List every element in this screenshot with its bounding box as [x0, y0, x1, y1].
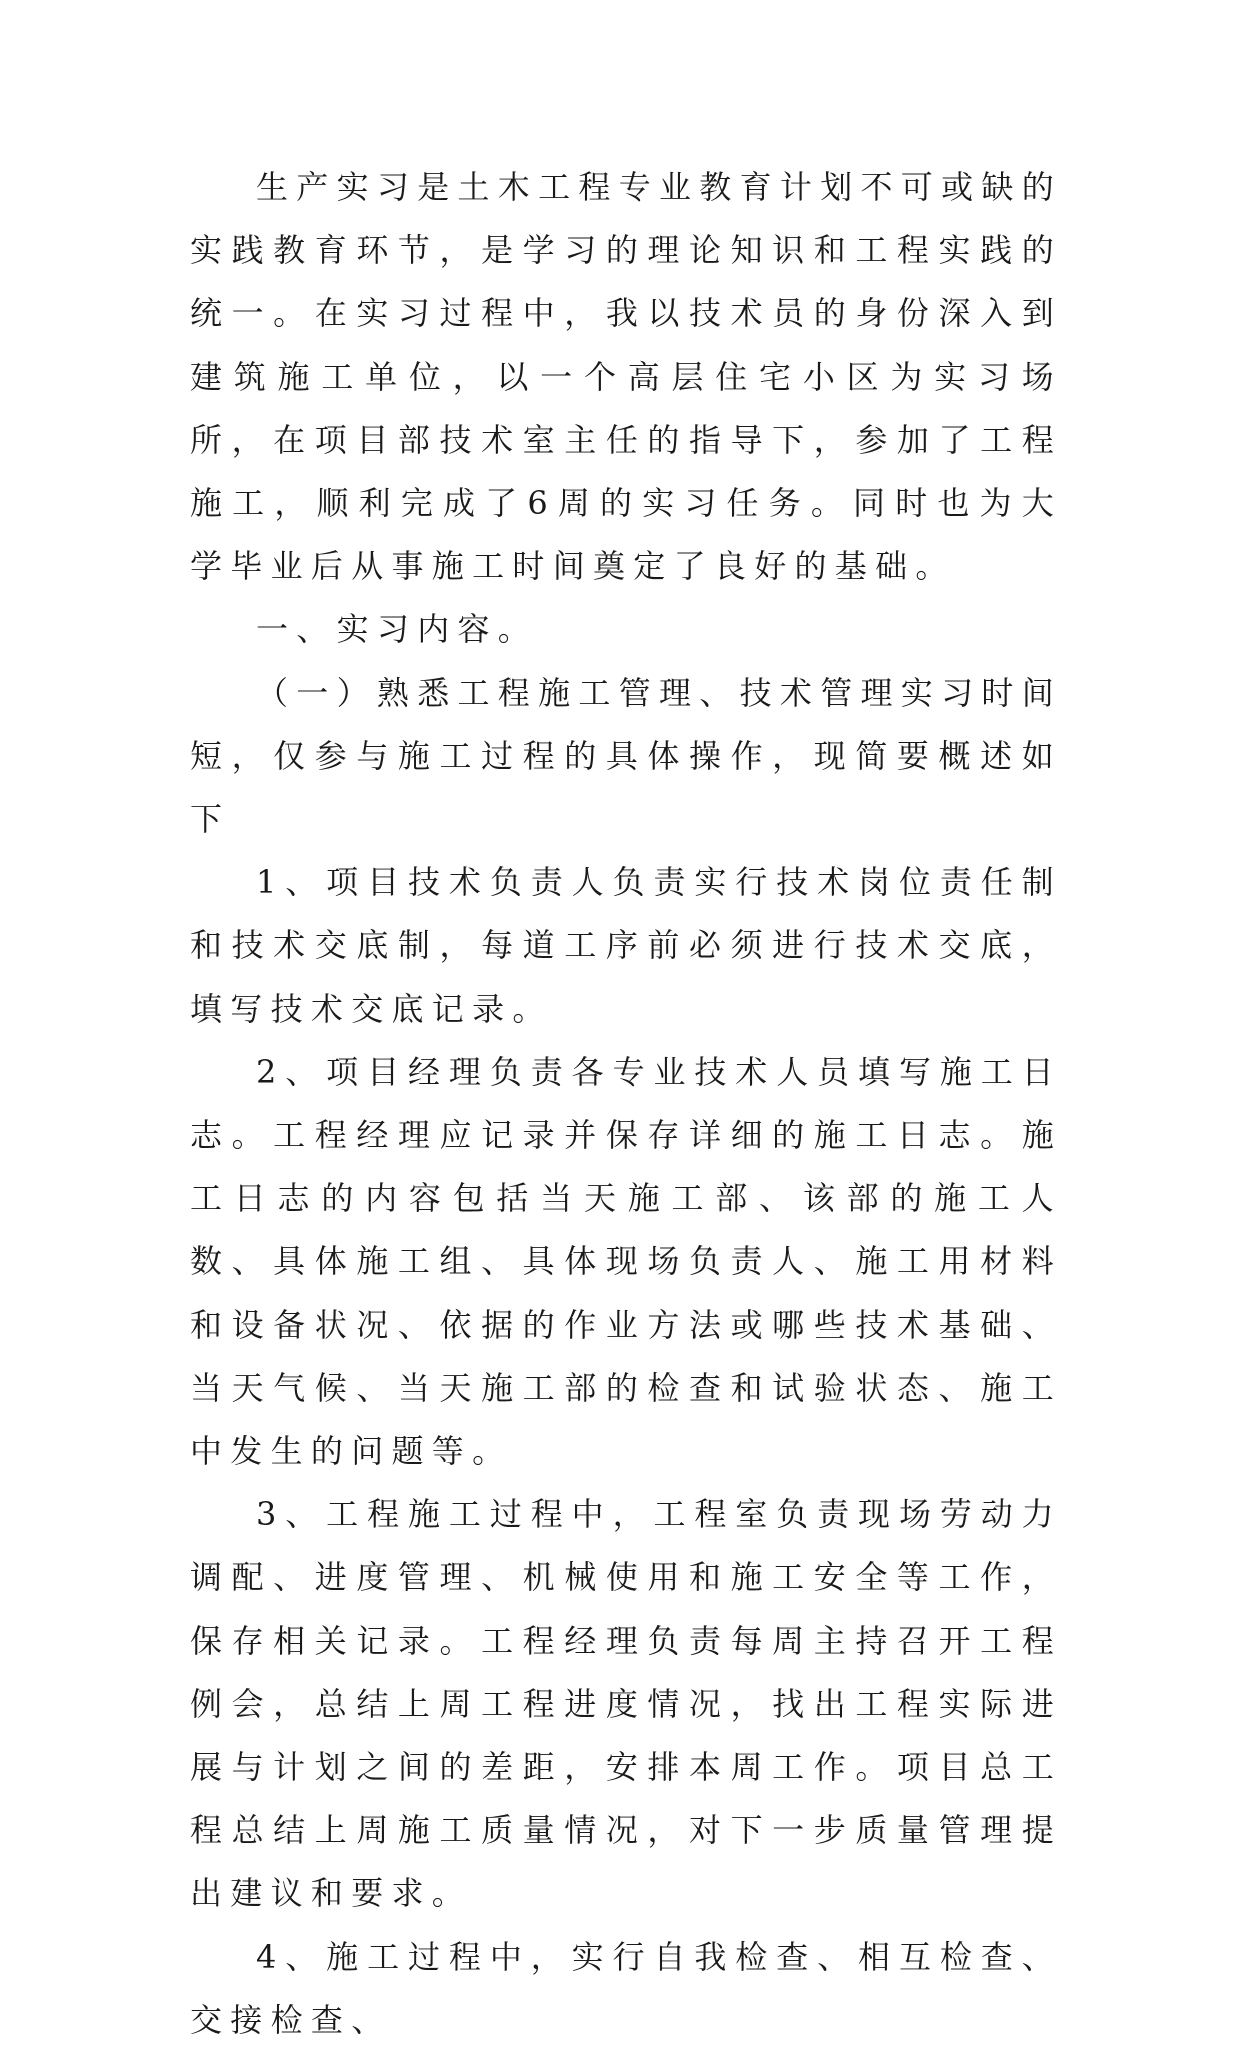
list-item: 4、施工过程中，实行自我检查、相互检查、交接检查、 [190, 1937, 1062, 2039]
list-item: 2、项目经理负责各专业技术人员填写施工日志。工程经理应记录并保存详细的施工日志。施工日志的内容包括当天施工部、该部的施工人数、具体施工组、具体现场负责人、施工用材料和设备状况、依据的作业方法或哪些技术基础、当天气候、当天施工部的检查和试验状态、施工中发生的问题等。 [190, 1052, 1062, 1471]
list-item: 3、工程施工过程中，工程室负责现场劳动力调配、进度管理、机械使用和施工安全等工作，保存相关记录。工程经理负责每周主持召开工程例会，总结上周工程进度情况，找出工程实际进展与计划之间的差距，安排本周工作。项目总工程总结上周施工质量情况，对下一步质量管理提出建议和要求。 [190, 1495, 1062, 1913]
paragraph-intro: 生产实习是土木工程专业教育计划不可或缺的实践教育环节，是学习的理论知识和工程实践的统一。在实习过程中，我以技术员的身份深入到建筑施工单位，以一个高层住宅小区为实习场所，在项目部技术室主任的指导下，参加了工程施工，顺利完成了6周的实习任务。同时也为大学毕业后从事施工时间奠定了良好的基础。 [190, 168, 1063, 586]
section-heading-content: 一、实习内容。 [256, 610, 539, 649]
document-body [190, 156, 1062, 2052]
subsection-heading: （一）熟悉工程施工管理、技术管理实习时间短，仅参与施工过程的具体操作，现简要概述如下 [190, 673, 1063, 839]
list-item: 1、项目技术负责人负责实行技术岗位责任制和技术交底制，每道工序前必须进行技术交底，填写技术交底记录。 [190, 863, 1062, 1028]
